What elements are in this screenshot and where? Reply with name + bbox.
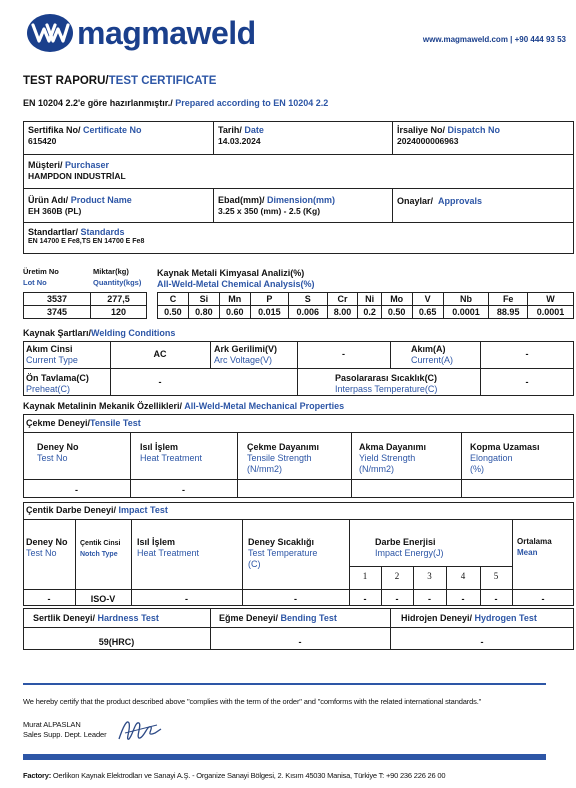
certificate-no: Sertifika No/ Certificate No 615420: [28, 125, 142, 146]
chem-value-c: 0.50: [158, 306, 189, 319]
qty-header: Miktar(kg) Quantity(kgs): [93, 267, 142, 287]
notch-type-value: ISO-V: [90, 594, 116, 604]
chem-element-si: Si: [188, 293, 219, 306]
factory-address: Factory: Oerlikon Kaynak Elektrodları ve Sanayi A.Ş. - Organize Sanayi Bölgesi, 2. Kısım 45030 Manisa, Türkiye T: +90 236 226 26 00: [23, 771, 446, 780]
magmaweld-logo-icon: [26, 13, 74, 53]
welding-title: Kaynak Şartları/Welding Conditions: [23, 328, 176, 338]
dispatch-no: İrsaliye No/ Dispatch No 2024000006963: [397, 125, 501, 146]
doc-subtitle: EN 10204 2.2'e göre hazırlanmıştır./ Prepared according to EN 10204 2.2: [23, 98, 329, 108]
interpass-value: -: [525, 377, 529, 387]
current-type-value: AC: [153, 349, 167, 359]
signer-title: Sales Supp. Dept. Leader: [23, 730, 107, 739]
footer-divider: [23, 683, 546, 685]
energy-col-4: 4: [460, 571, 466, 581]
impact-energy-header: Darbe Enerjisi Impact Energy(J): [375, 537, 444, 558]
chem-element-fe: Fe: [489, 293, 527, 306]
date: Tarih/ Date 14.03.2024: [218, 125, 264, 146]
impact-test-no-value: -: [47, 594, 51, 604]
impact-heat-header: Isıl İşlem Heat Treatment: [137, 537, 200, 558]
certification-statement: We hereby certify that the product described above "complies with the term of the order" and "comforms with the related international standards.": [23, 697, 482, 706]
notch-type-header: Çentik Cinsi Notch Type: [80, 540, 121, 558]
tensile-test-no-value: -: [75, 485, 78, 495]
chem-value-w: 0.0001: [527, 306, 573, 319]
chem-value-row: [158, 306, 574, 319]
chem-value-ni: 0.2: [358, 306, 381, 319]
signer-name: Murat ALPASLAN: [23, 720, 81, 729]
chem-element-ni: Ni: [358, 293, 381, 306]
test-temperature-header: Deney Sıcaklığı Test Temperature (C): [248, 537, 318, 569]
approvals: Onaylar/ Approvals: [397, 196, 483, 206]
chem-value-mn: 0.60: [219, 306, 250, 319]
bending-value: -: [298, 637, 302, 647]
signature-icon: [115, 713, 165, 747]
chem-value-fe: 88.95: [489, 306, 527, 319]
chem-table: [157, 292, 574, 319]
energy-col-5: 5: [493, 571, 499, 581]
chem-value-nb: 0.0001: [443, 306, 489, 319]
energy-col-1: 1: [362, 571, 368, 581]
preheat-value: -: [158, 377, 162, 387]
chem-element-w: W: [527, 293, 573, 306]
energy-value-5: -: [494, 594, 498, 604]
chem-element-nb: Nb: [443, 293, 489, 306]
energy-col-3: 3: [427, 571, 432, 581]
table-row: 3745 120: [24, 306, 147, 319]
chem-element-v: V: [412, 293, 443, 306]
chem-value-si: 0.80: [188, 306, 219, 319]
tensile-strength-header: Çekme Dayanımı Tensile Strength (N/mm2): [247, 442, 320, 474]
chem-value-s: 0.006: [289, 306, 327, 319]
tensile-title: Çekme Deneyi/Tensile Test: [26, 418, 141, 428]
contact-info: www.magmaweld.com | +90 444 93 53: [422, 35, 566, 44]
chem-value-v: 0.65: [412, 306, 443, 319]
chem-element-mn: Mn: [219, 293, 250, 306]
energy-value-3: -: [428, 594, 431, 604]
current-label: Akım(A) Current(A): [411, 344, 454, 365]
tensile-heat-header: Isıl İşlem Heat Treatment: [140, 442, 203, 463]
impact-heat-value: -: [185, 594, 188, 604]
impact-temp-value: -: [294, 594, 297, 604]
chem-title: Kaynak Metali Kimyasal Analizi(%) All-Weld-Metal Chemical Analysis(%): [157, 268, 315, 289]
chem-element-s: S: [289, 293, 327, 306]
energy-value-1: -: [363, 594, 367, 604]
brand-logo: [26, 12, 256, 54]
chem-value-mo: 0.50: [381, 306, 412, 319]
chem-value-p: 0.015: [250, 306, 288, 319]
standards: Standartlar/ Standards EN 14700 E Fe8,TS EN 14700 E Fe8: [28, 227, 145, 245]
dimension: Ebad(mm)/ Dimension(mm) 3.25 x 350 (mm) - 2.5 (Kg): [218, 195, 336, 216]
product-name: Ürün Adı/ Product Name EH 360B (PL): [28, 195, 132, 216]
doc-title: TEST RAPORU/TEST CERTIFICATE: [23, 75, 217, 87]
mean-header: Ortalama Mean: [517, 537, 552, 557]
bending-title: Eğme Deneyi/ Bending Test: [219, 613, 337, 623]
mech-title: Kaynak Metalinin Mekanik Özellikleri/ All-Weld-Metal Mechanical Properties: [23, 401, 345, 411]
lot-table: [23, 292, 147, 319]
lot-header: Üretim No Lot No: [23, 267, 59, 287]
energy-value-2: -: [395, 594, 399, 604]
footer-bar: [23, 754, 546, 760]
purchaser: Müşteri/ Purchaser HAMPDON INDUSTRİAL: [28, 160, 126, 181]
signer-block: [23, 720, 107, 740]
tensile-heat-value: -: [182, 485, 185, 495]
elongation-header: Kopma Uzaması Elongation (%): [470, 442, 540, 474]
brand-name: magmaweld: [77, 15, 256, 51]
impact-title: Çentik Darbe Deneyi/ Impact Test: [26, 505, 168, 515]
mean-value: -: [541, 594, 545, 604]
chem-element-cr: Cr: [327, 293, 358, 306]
chem-element-p: P: [250, 293, 288, 306]
hardness-value: 59(HRC): [98, 637, 135, 647]
chem-element-mo: Mo: [381, 293, 412, 306]
hydrogen-value: -: [480, 637, 484, 647]
current-value: -: [525, 349, 529, 359]
energy-col-2: 2: [394, 571, 400, 581]
energy-value-4: -: [461, 594, 465, 604]
impact-test-no-header: Deney No Test No: [26, 537, 68, 558]
interpass-label: Pasolararası Sıcaklık(C) Interpass Temperature(C): [335, 373, 438, 394]
table-row: 3537 277,5: [24, 293, 147, 306]
tensile-test-no-header: Deney No Test No: [37, 442, 79, 463]
chem-element-row: [158, 293, 574, 306]
yield-strength-header: Akma Dayanımı Yield Strength (N/mm2): [359, 442, 427, 474]
preheat-label: Ön Tavlama(C) Preheat(C): [26, 373, 89, 394]
hardness-title: Sertlik Deneyi/ Hardness Test: [33, 613, 159, 623]
arc-voltage-value: -: [342, 349, 345, 359]
hydrogen-title: Hidrojen Deneyi/ Hydrogen Test: [401, 613, 537, 623]
arc-voltage-label: Ark Gerilimi(V) Arc Voltage(V): [214, 344, 278, 365]
current-type-label: Akım Cinsi Current Type: [26, 344, 78, 365]
chem-element-c: C: [158, 293, 189, 306]
chem-value-cr: 8.00: [327, 306, 358, 319]
